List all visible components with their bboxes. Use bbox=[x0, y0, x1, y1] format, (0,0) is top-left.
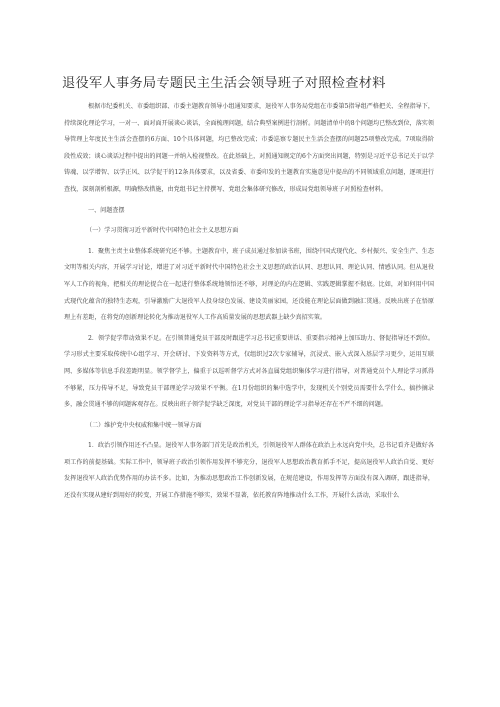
document-body bbox=[64, 99, 434, 505]
section-heading: 一、问题查摆 bbox=[88, 206, 125, 214]
intro-paragraph: 根据市纪委机关、市委组织部、市委主题教育领导小组通知要求，退役军人事务局党组在市委第5指导组严格把关、全程指导下，持续深化理论学习，一对一、面对面开展谈心谈话，全面梳理问题，结合典型案例进行剖析。问题清单中的8个问题均已整改到位，落实领导管理上年度民主生活会查摆的6方面、10个具体问题，均已整改完成；市委巡察专题民主生活会查摆的问题25项整改完成。7项取得阶段性成效；谈心谈话过程中提出的问题一并纳入检视整改。在此基础上，对照通知规定的6个方面突出问题，特别是习近平总书记关于以学铸魂、以学增智、以学正风、以学促干的12条具体要求，以及省委、市委印发的主题教育实施意见中提出的不同领域重点问题，逐项进行查找，深刻剖析根源，明确整改措施，由党组书记主持撰写、党组会集体研究修改，形成局党组领导班子对照检查材料。 bbox=[64, 103, 434, 193]
paragraph-item-2: 2．领学促学带动效果不足。在引领普通党员干部及时跟进学习总书记重要讲话、重要指示精神上加压助力、督促指导还不到位。学习形式主要采取传统中心组学习、开会研讨、下发资料等方式，仅组织过2次专家辅导，沉浸式、嵌入式深入基层学习更少，运用互联网、多媒体等信息手段差距明显。领学督学上，偏重于以巡听督学方式对各直属党组织集体学习进行指导，对普通党员个人理论学习抓得不够紧，压力传导不足，导致党员干部理论学习效果不平衡。在1月份组织的集中选学中，发现机关个别党员需要什么学什么，搞抄摘录多，融会贯通不够的问题客观存在。反映出班子领学促学缺乏深度，对党员干部的理论学习指导还存在不严不细的问题。 bbox=[64, 334, 434, 409]
paragraph-item-3: 1．政治引领作用还不凸显。退役军人事务部门首先是政治机关，引领退役军人群体在政治上永远向党中央，总书记看齐是做好各项工作的前提基础。实际工作中，领导班子政治引领作用发挥不够充分，退役军人思想政治教育抓手不足，提高退役军人政治自觉、更好发挥退役军人政治优势作用的办法不多。比如，为推动思想政治工作创新发展，在规范建设，作用发挥等方面没有深入调研，跟进指导，还没有实现从建好到用好的转变，开展工作措施不够实，效果不显著，依托教育阵地推动什么工作，开展什么活动，采取什么 bbox=[64, 442, 434, 500]
document-title: 退役军人事务局专题民主生活会领导班子对照检查材料 bbox=[62, 76, 386, 91]
paragraph-item-1: 1．聚焦主责主业整体系统研究还不够。主题教育中，班子成员通过参加读书班，围绕中国式现代化、乡村振兴、安全生产、生态文明等相关内容，开展学习讨论，增进了对习近平新时代中国特色社会主义思想的政治认同、思想认同、理论认同、情感认同。但从退役军人工作的视角，把相关的理论捉合在一起进行整体系统地领悟还不够，对理论的内在逻辑、实践逻辑掌握不彻底。比如，对如何用中国式现代化蕴含的独特生态观，引导激励广大退役军人投身绿色发展、建设美丽家园，还没能在理论层面做到融汇贯通。反映出班子在悟原理上有差距，在将党的创新理论转化为推动退役军人工作高质量发展的思想武器上缺少真招实策。 bbox=[64, 247, 434, 322]
subsection-heading: （二）维护党中央权威和集中统一领导方面 bbox=[86, 421, 202, 429]
subsection-heading: （一）学习贯彻习近平新时代中国特色社会主义思想方面 bbox=[86, 227, 239, 235]
